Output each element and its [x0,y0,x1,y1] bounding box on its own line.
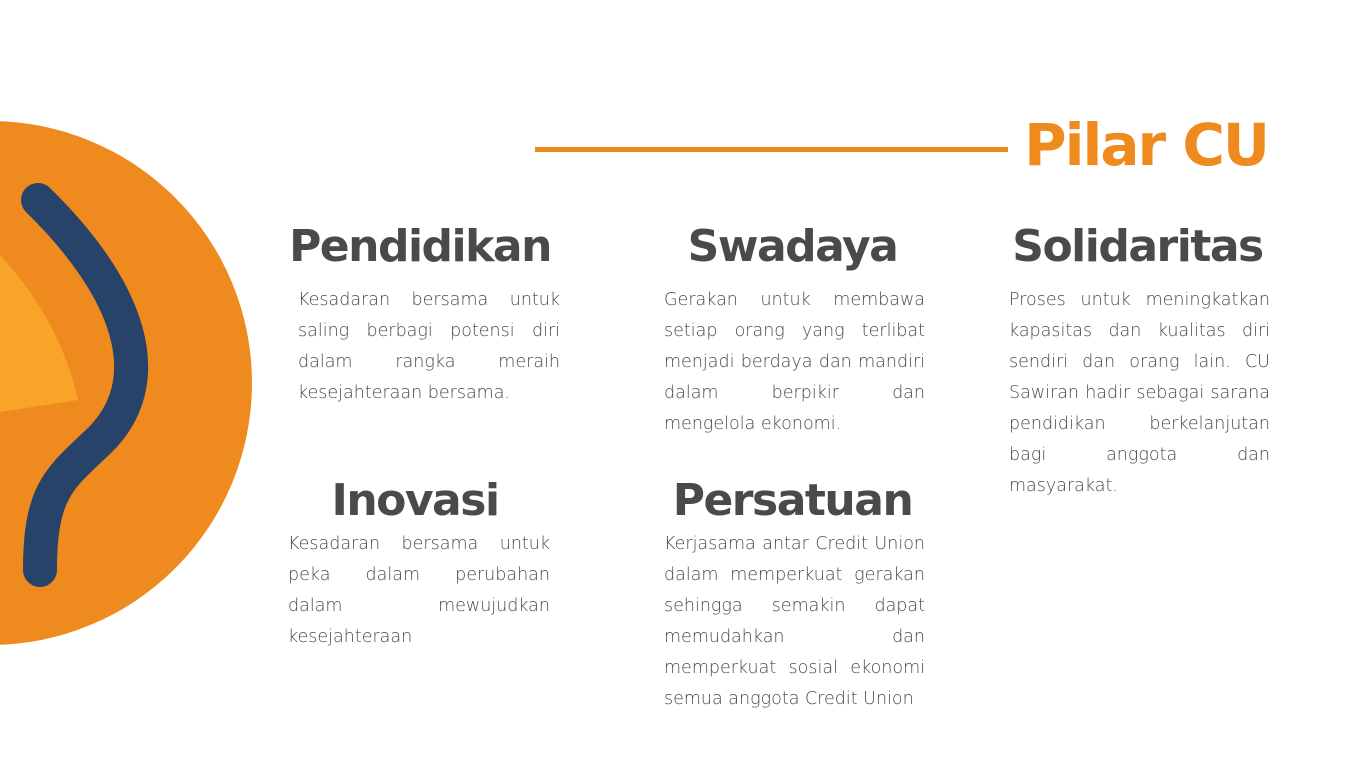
pillar-pendidikan [280,220,560,409]
pillar-solidaritas [1005,220,1270,502]
pillar-persatuan [660,474,925,715]
page-title: Pilar CU [1024,111,1268,179]
pillar-description: Proses untuk meningkatkan kapasitas dan kualitas diri sendiri dan orang lain. CU Sawiran hadir sebagai sarana pendidikan berkelanjutan bagi anggota dan masyarakat. [1009,290,1270,496]
pillar-title: Pendidikan [289,221,551,272]
pillar-description: Kerjasama antar Credit Union dalam memperkuat gerakan sehingga semakin dapat memudahkan dan memperkuat sosial ekonomi semua anggota Credit Union [664,534,925,709]
pillar-description: Kesadaran bersama untuk saling berbagi potensi diri dalam rangka meraih kesejahteraan bersama. [298,290,560,403]
title-divider-line [535,147,1008,152]
credit-union-logo-icon [0,0,260,660]
pillar-description: Kesadaran bersama untuk peka dalam perubahan dalam mewujudkan kesejahteraan [288,534,550,647]
pillar-title: Persatuan [672,475,913,526]
pillar-title: Swadaya [687,221,898,272]
pillar-inovasi [280,474,550,653]
pillar-description: Gerakan untuk membawa setiap orang yang terlibat menjadi berdaya dan mandiri dalam berpikir dan mengelola ekonomi. [664,290,925,434]
pillar-swadaya [660,220,925,440]
pillar-title: Inovasi [331,475,499,526]
pillar-title: Solidaritas [1012,221,1263,272]
